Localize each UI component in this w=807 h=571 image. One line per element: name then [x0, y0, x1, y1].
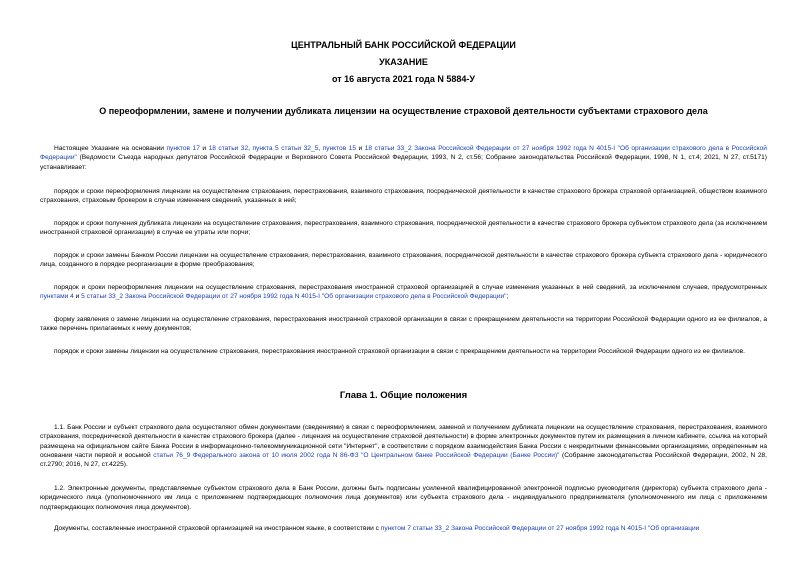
link-law-clause-15[interactable]: пунктов 15: [322, 145, 357, 152]
document-type: УКАЗАНИЕ: [379, 57, 428, 67]
section-paragraph: [40, 423, 767, 469]
list-item: форму заявления о замене лицензии на осуществление страхования, перестрахования иностранной страховой организации в связи с прекращением деятельности на территории Российской Федерации одного из ее филиалов, а также перечень прилагаемых к нему документов;: [40, 316, 767, 333]
link-law-article-32[interactable]: 18 статьи 32: [208, 145, 249, 152]
link-law-article-32-5[interactable]: пункта 5 статьи 32_5: [252, 145, 319, 152]
link-law-4015-1[interactable]: 18 статьи 33_2 Закона Российской Федерации от 27 ноября 1992 года N 4015-I "Об организации страхового дела в Российской Федерации": [40, 145, 767, 162]
section-paragraph: 1.2. Электронные документы, представляемые субъектом страхового дела в Банк России, должны быть подписаны усиленной квалифицированной электронной подписью руководителя (директора) субъекта страхового дела - юридического лица (уполномоченного им лица с приложением подтверждающих полномочия лица документов) или субъекта страхового дела - индивидуального предпринимателя (уполномоченного им лица с приложением подтверждающих полномочия лица документов).: [40, 485, 767, 511]
section-text: (Собрание законодательства Российской Федерации, 2002, N 28, ст.2790; 2016, N 27, ст.4225).: [40, 451, 767, 469]
list-item-text: и: [73, 293, 82, 301]
intro-text: (Ведомости Съезда народных депутатов Российской Федерации и Верховного Совета Российской Федерации, 1993, N 2, ст.56; Собрание законодательства Российской Федерации, 1998, N 1, ст.4; 2021, N 27, ст.5171) устанавливает:: [40, 154, 767, 171]
section-text: 1.1. Банк России и субъект страхового дела осуществляют обмен документами (сведениями) в связи с переоформлением, заменой и получением дубликата лицензии на осуществление страхования, перестрахования, взаимного страхования, посреднической деятельности в качестве страхового брокера (далее - лицензия на осуществление страховой деятельности) в форме электронных документов путем их размещения в личном кабинете, ссылка на который размещена на официальном сайте Банка России в информационно-телекоммуникационной сети "Интернет", в соответствии с порядком взаимодействия Банка России с некредитными финансовыми организациями, определенным на основании части первой и восьмой: [40, 424, 767, 459]
link-federal-law-86[interactable]: статьи 76_9 Федерального закона от 10 июля 2002 года N 86-ФЗ "О Центральном банке Российской Федерации (Банке России)": [153, 451, 560, 459]
intro-text: Настоящее Указание на основании: [54, 145, 167, 152]
document-title: О переоформлении, замене и получении дубликата лицензии на осуществление страховой деятельности субъектами страхового дела: [99, 106, 708, 116]
list-item-text: порядок и сроки переоформления лицензии на осуществление страхования, перестрахования иностранной страховой организацией в случае изменения указанных в ней сведений, за исключением случаев, предусмотренных: [54, 284, 767, 291]
intro-text: ,: [248, 145, 253, 152]
intro-text: и: [356, 145, 365, 152]
link-law-clause-17[interactable]: пунктов 17: [166, 145, 200, 152]
intro-paragraph: [40, 144, 767, 172]
list-item: порядок и сроки замены Банком России лицензии на осуществление страхования, перестрахования, взаимного страхования, посреднической деятельности в качестве страхового брокера субъекта страхового дела - юридического лица, созданного в порядке реорганизации в форме преобразования;: [40, 252, 767, 269]
intro-text: ,: [318, 145, 323, 152]
list-item: порядок и сроки переоформления лицензии на осуществление страхования, перестрахования, взаимного страхования, посреднической деятельности в качестве страхового брокера страховой организацией, обществом взаимного страхования, страховым брокером в случае изменения сведений, указанных в ней;: [40, 188, 767, 205]
link-law-clause-7[interactable]: пунктом 7 статьи 33_2 Закона Российской Федерации от 27 ноября 1992 года N 4015-I "Об организации: [380, 525, 700, 532]
section-text: Документы, составленные иностранной страховой организацией на иностранном языке, в соответствии с: [54, 525, 381, 532]
section-paragraph: [40, 524, 767, 533]
issuer-heading: ЦЕНТРАЛЬНЫЙ БАНК РОССИЙСКОЙ ФЕДЕРАЦИИ: [291, 40, 516, 50]
document-date-number: от 16 августа 2021 года N 5884-У: [331, 74, 476, 84]
link-clause-4[interactable]: пунктами 4: [40, 293, 74, 301]
chapter-heading: Глава 1. Общие положения: [339, 390, 468, 401]
link-law-article-33-2[interactable]: 5 статьи 33_2 Закона Российской Федерации от 27 ноября 1992 года N 4015-I "Об организации страхового дела в Российской Федерации": [81, 293, 507, 301]
list-item: порядок и сроки замены лицензии на осуществление страхования, перестрахования иностранной страховой организации в связи с прекращением деятельности на территории Российской Федерации одного из ее филиалов.: [54, 348, 745, 355]
list-item-text: ;: [506, 293, 509, 301]
list-item: порядок и сроки получения дубликата лицензии на осуществление страхования, перестрахования, взаимного страхования, посреднической деятельности в качестве страхового брокера субъектом страхового дела (за исключением иностранной страховой организации) в случае ее утраты или порчи;: [40, 220, 767, 237]
list-item: [40, 283, 767, 302]
intro-text: и: [199, 145, 209, 152]
